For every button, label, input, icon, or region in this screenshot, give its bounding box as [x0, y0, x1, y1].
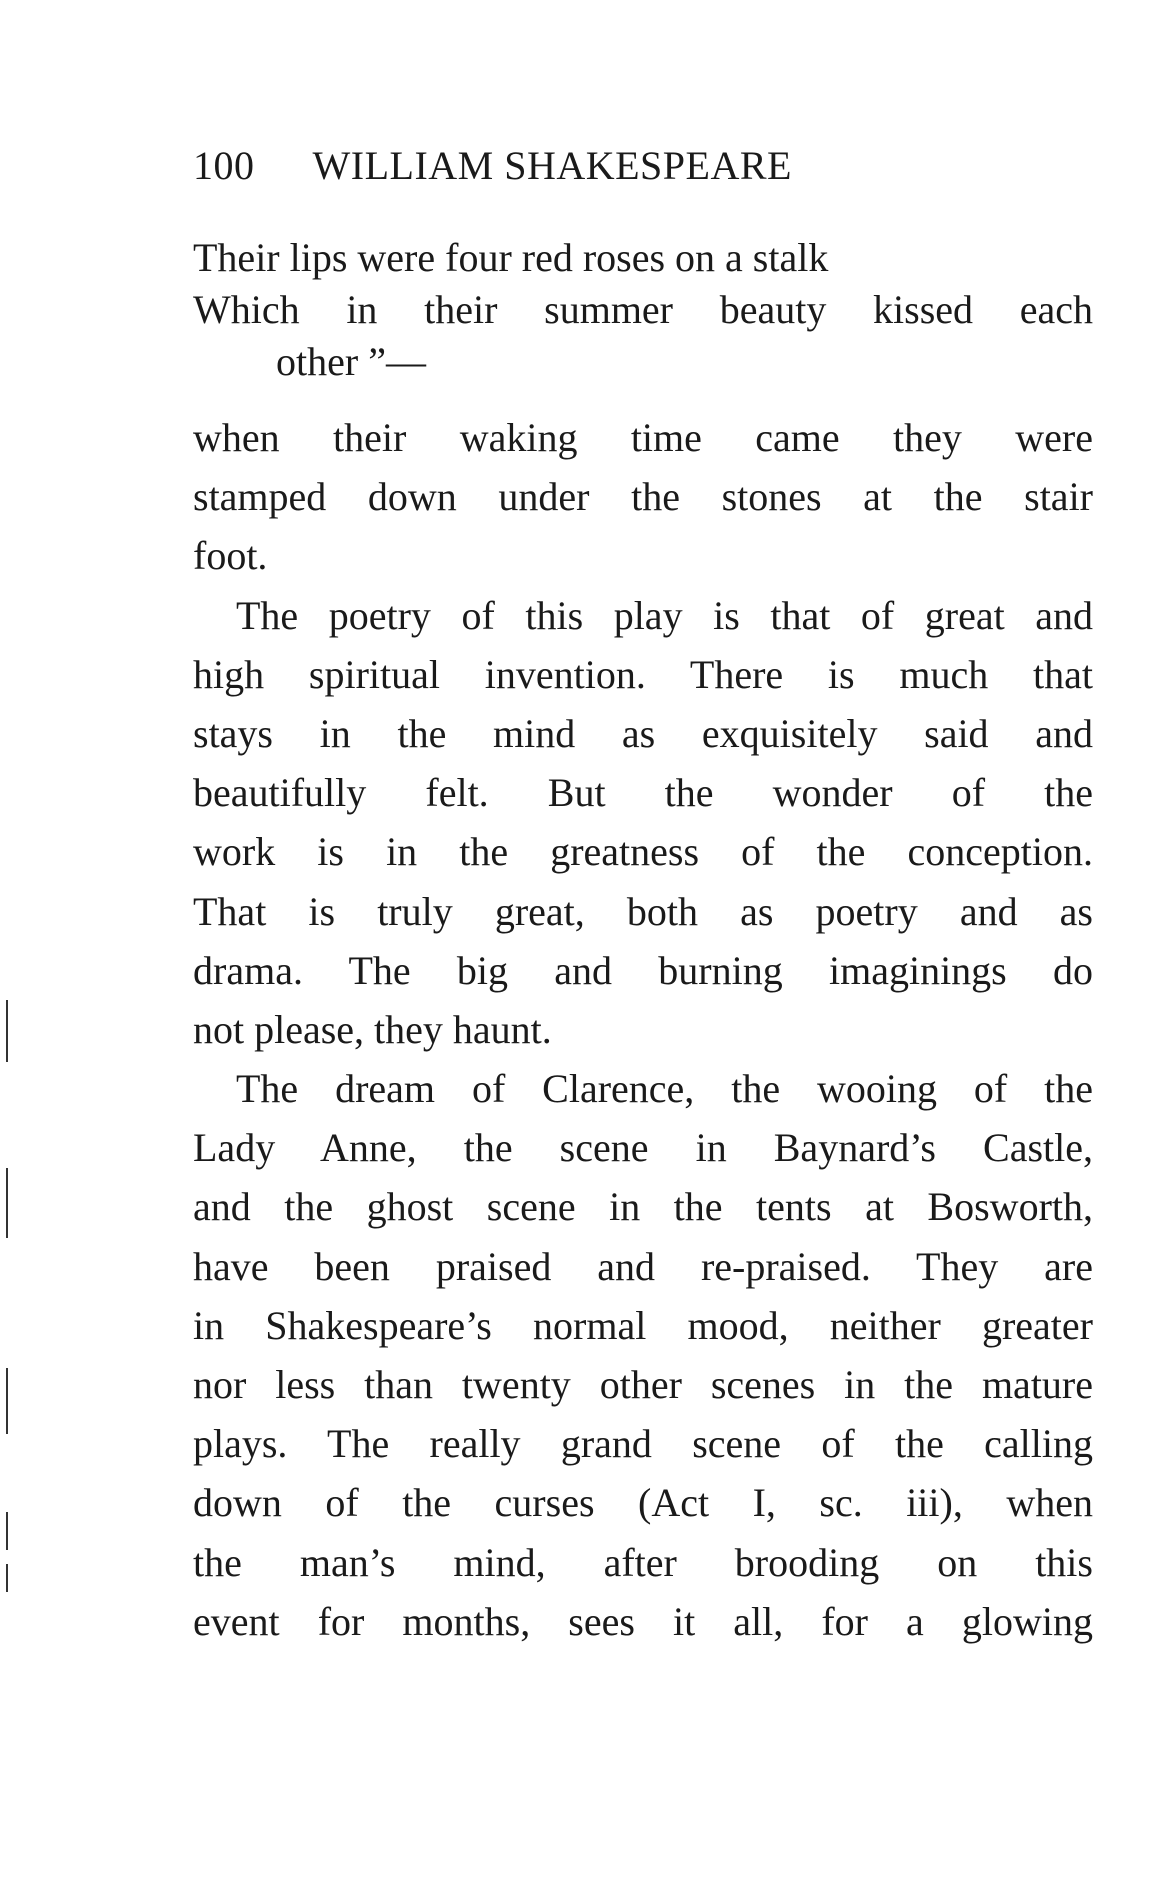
- text-line: stays in the mind as exquisitely said and: [193, 710, 1093, 756]
- text-line: and the ghost scene in the tents at Bosworth,: [193, 1184, 1093, 1230]
- page-number: 100: [193, 143, 255, 188]
- text-line: work is in the greatness of the conception.: [193, 829, 1093, 875]
- margin-mark: [6, 1000, 8, 1062]
- paragraph: [193, 1059, 1093, 1651]
- verse-line-turnover: other ”—: [276, 339, 426, 384]
- margin-mark: [6, 1168, 8, 1238]
- text-line: the man’s mind, after brooding on this: [193, 1539, 1093, 1585]
- margin-mark: [6, 1368, 8, 1434]
- text-line: nor less than twenty other scenes in the mature: [193, 1362, 1093, 1407]
- running-title: WILLIAM SHAKESPEARE: [312, 143, 792, 188]
- text-line: Lady Anne, the scene in Baynard’s Castle,: [193, 1125, 1093, 1171]
- text-line: have been praised and re-praised. They are: [193, 1243, 1093, 1289]
- paragraph: [193, 408, 1093, 586]
- book-page: [193, 0, 1093, 1895]
- text-line: That is truly great, both as poetry and as: [193, 888, 1093, 934]
- text-line: when their waking time came they were: [193, 415, 1093, 460]
- verse-quotation: [193, 232, 1093, 388]
- paragraph: [193, 586, 1093, 1060]
- text-line: plays. The really grand scene of the calling: [193, 1421, 1093, 1467]
- running-head: [193, 142, 792, 190]
- margin-mark: [6, 1512, 8, 1550]
- text-line: down of the curses (Act I, sc. iii), when: [193, 1480, 1093, 1526]
- verse-line: Which in their summer beauty kissed each: [193, 287, 1093, 332]
- verse-line: Their lips were four red roses on a stalk: [193, 235, 829, 280]
- body-text: [193, 232, 1093, 1651]
- text-line: high spiritual invention. There is much that: [193, 651, 1093, 697]
- text-line: drama. The big and burning imaginings do: [193, 947, 1093, 993]
- text-line: in Shakespeare’s normal mood, neither greater: [193, 1302, 1093, 1348]
- text-line: beautifully felt. But the wonder of the: [193, 770, 1093, 816]
- text-line: stamped down under the stones at the stair: [193, 474, 1093, 520]
- text-line: The poetry of this play is that of great and: [236, 592, 1093, 638]
- text-line: not please, they haunt.: [193, 1006, 552, 1052]
- text-line: foot.: [193, 533, 268, 579]
- margin-mark: [6, 1564, 8, 1592]
- text-line: event for months, sees it all, for a glowing: [193, 1598, 1093, 1644]
- text-line: The dream of Clarence, the wooing of the: [236, 1066, 1093, 1112]
